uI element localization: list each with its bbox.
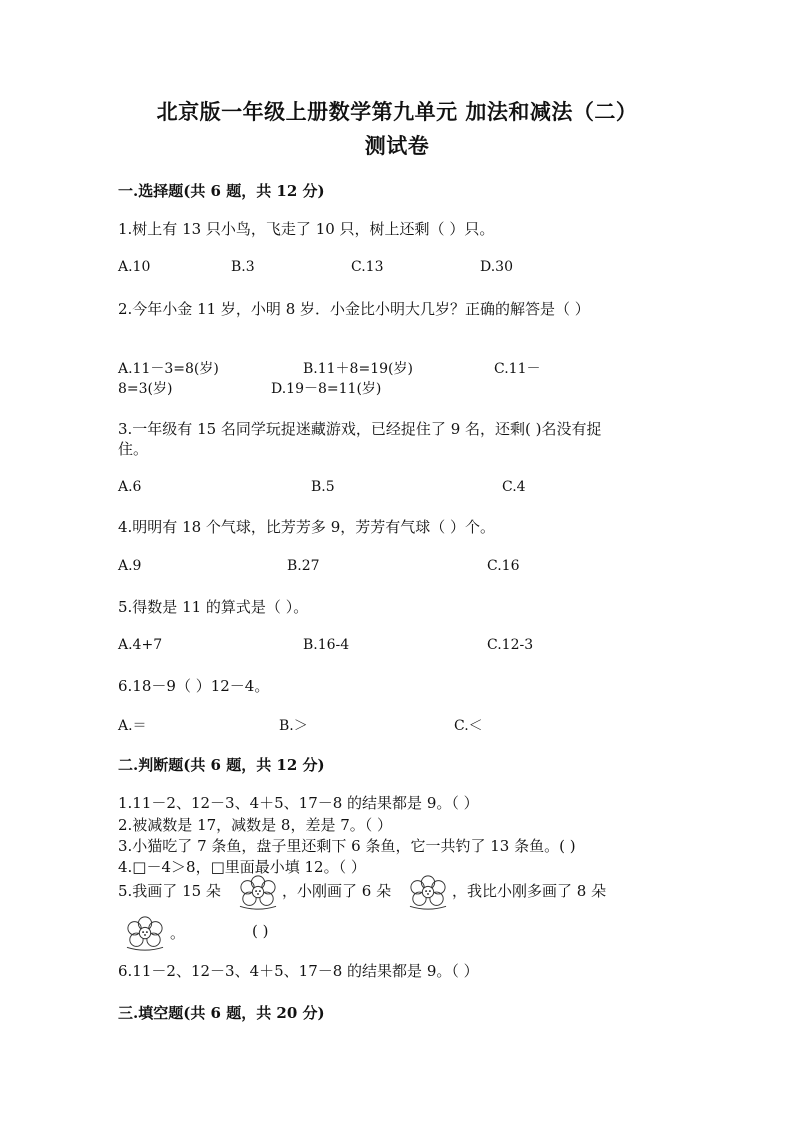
q6-option-c: C.＜ xyxy=(454,718,483,734)
q3-option-b: B.5 xyxy=(311,479,335,495)
q3-option-c: C.4 xyxy=(502,479,526,495)
q5-option-b: B.16-4 xyxy=(303,637,350,653)
q2-option-c-cont: 8=3(岁) xyxy=(118,381,173,397)
judge-5-answer-blank: ( ) xyxy=(252,922,269,940)
question-2: 2.今年小金 11 岁，小明 8 岁．小金比小明大几岁？正确的解答是（ ） xyxy=(118,300,590,318)
q6-option-a: A.＝ xyxy=(118,718,147,734)
question-3: 3.一年级有 15 名同学玩捉迷藏游戏，已经捉住了 9 名，还剩( )名没有捉 xyxy=(118,420,602,438)
section-heading-fill: 三.填空题(共 6 题，共 20 分) xyxy=(118,1004,325,1022)
q2-option-b: B.11＋8=19(岁) xyxy=(303,361,413,377)
q5-option-c: C.12-3 xyxy=(487,637,534,653)
flower-icon xyxy=(233,874,283,912)
q1-option-b: B.3 xyxy=(231,259,255,275)
question-4: 4.明明有 18 个气球，比芳芳多 9，芳芳有气球（ ）个。 xyxy=(118,518,496,536)
judge-2: 2.被减数是 17，减数是 8，差是 7。（ ） xyxy=(118,816,393,834)
section-heading-choice: 一.选择题(共 6 题，共 12 分) xyxy=(118,182,325,200)
judge-3: 3.小猫吃了 7 条鱼，盘子里还剩下 6 条鱼，它一共钓了 13 条鱼。( ) xyxy=(118,837,576,855)
section-heading-judge: 二.判断题(共 6 题，共 12 分) xyxy=(118,756,325,774)
q2-option-a: A.11－3=8(岁) xyxy=(118,361,219,377)
page-title: 北京版一年级上册数学第九单元 加法和减法（二） xyxy=(156,99,638,124)
question-5: 5.得数是 11 的算式是（ ）。 xyxy=(118,598,309,616)
q1-option-c: C.13 xyxy=(351,259,384,275)
flower-icon xyxy=(120,915,170,953)
q2-option-c: C.11－ xyxy=(494,361,541,377)
judge-5-part2: ，小刚画了 6 朵 xyxy=(282,882,392,900)
q5-option-a: A.4+7 xyxy=(118,637,163,653)
q4-option-b: B.27 xyxy=(287,558,320,574)
judge-6: 6.11－2、12－3、4＋5、17－8 的结果都是 9。（ ） xyxy=(118,962,479,980)
judge-5-part3: ，我比小刚多画了 8 朵 xyxy=(452,882,607,900)
q1-option-a: A.10 xyxy=(118,259,151,275)
judge-1: 1.11－2、12－3、4＋5、17－8 的结果都是 9。（ ） xyxy=(118,794,479,812)
q3-option-a: A.6 xyxy=(118,479,142,495)
q2-option-d: D.19－8=11(岁) xyxy=(271,381,382,397)
q6-option-b: B.＞ xyxy=(279,718,308,734)
judge-5-part4: 。 xyxy=(170,924,186,942)
flower-icon xyxy=(403,874,453,912)
question-1: 1.树上有 13 只小鸟，飞走了 10 只，树上还剩（ ）只。 xyxy=(118,220,495,238)
q4-option-c: C.16 xyxy=(487,558,520,574)
question-3-cont: 住。 xyxy=(118,440,149,458)
judge-5-part1: 5.我画了 15 朵 xyxy=(118,882,221,900)
question-6: 6.18－9（ ）12－4。 xyxy=(118,677,270,695)
q4-option-a: A.9 xyxy=(118,558,142,574)
page-subtitle: 测试卷 xyxy=(364,133,430,158)
judge-4: 4.□－4＞8，□里面最小填 12。（ ） xyxy=(118,858,366,876)
q1-option-d: D.30 xyxy=(480,259,513,275)
